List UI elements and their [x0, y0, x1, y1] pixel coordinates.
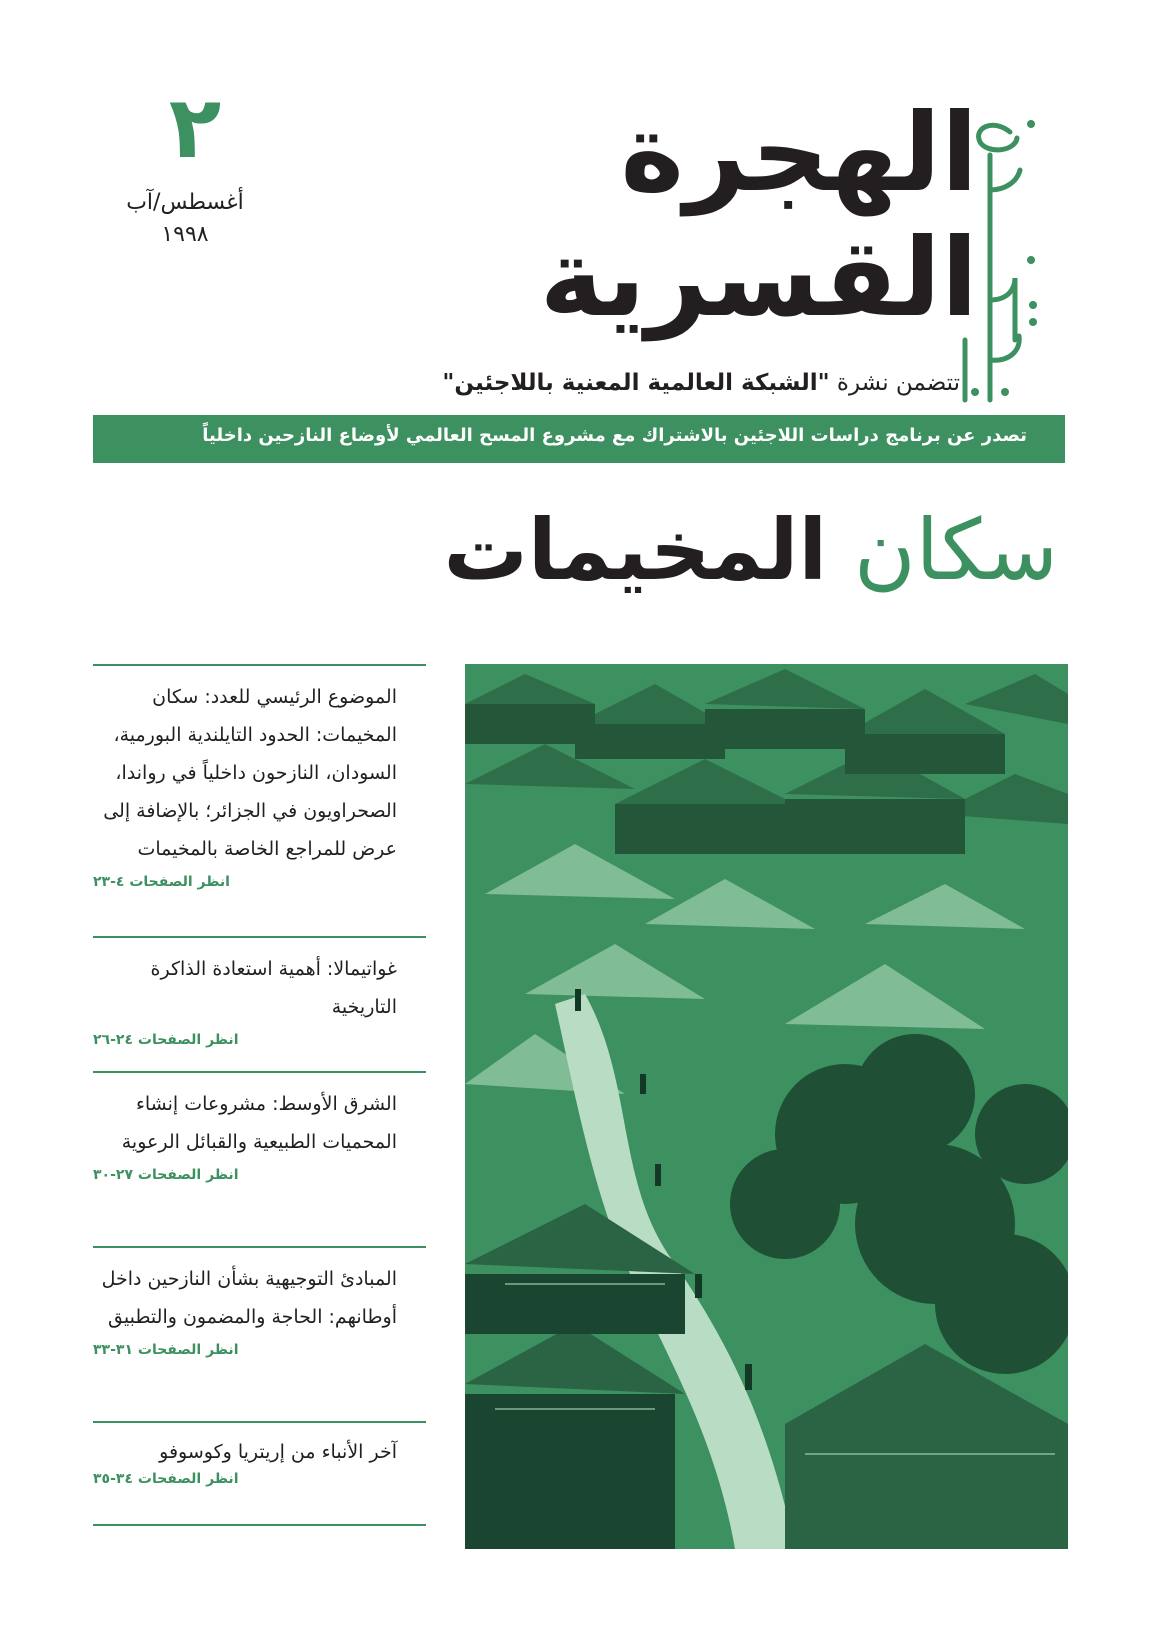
toc-item-4[interactable] — [93, 1260, 397, 1358]
toc-divider — [93, 1246, 426, 1248]
toc-divider — [93, 664, 426, 666]
toc-item-1[interactable] — [93, 678, 397, 890]
issue-number: ٢ — [168, 78, 222, 178]
toc-item-text: غواتيمالا: أهمية استعادة الذاكرة التاريخية — [150, 958, 397, 1018]
includes-network-name: "الشبكة العالمية المعنية باللاجئين" — [442, 370, 830, 396]
toc-item-text: آخر الأنباء من إريتريا وكوسوفو — [159, 1441, 397, 1463]
toc-item-text: المبادئ التوجيهية بشأن النازحين داخل أوطانهم: الحاجة والمضمون والتطبيق — [101, 1268, 397, 1328]
includes-prefix: تتضمن نشرة — [829, 370, 960, 396]
toc-item-pages: انظر الصفحات ٣٤-٣٥ — [93, 1471, 239, 1487]
issue-year: ١٩٩٨ — [161, 222, 209, 247]
headline-word-residents: المخيمات — [443, 501, 828, 599]
toc-divider — [93, 1071, 426, 1073]
headline-word-camp: سكان — [853, 501, 1058, 599]
masthead-title-line2: القسرية — [539, 216, 978, 341]
includes-line — [300, 370, 960, 396]
masthead-title-line1: الهجرة — [620, 91, 978, 216]
toc-item-text: الموضوع الرئيسي للعدد: سكان المخيمات: الحدود التايلندية البورمية، السودان، النازحون داخلياً في رواندا، الصحراويون في الجزائر؛ بالإضافة إلى عرض للمراجع الخاصة بالمخيمات — [103, 686, 397, 860]
toc-item-text: الشرق الأوسط: مشروعات إنشاء المحميات الطبيعية والقبائل الرعوية — [121, 1093, 397, 1153]
toc-item-5[interactable] — [93, 1433, 397, 1487]
toc-divider — [93, 1421, 426, 1423]
issue-month: أغسطس/آب — [126, 190, 244, 215]
toc-item-pages: انظر الصفحات ٣١-٣٣ — [93, 1342, 239, 1358]
toc-item-pages: انظر الصفحات ٢٤-٢٦ — [93, 1032, 239, 1048]
toc-item-2[interactable] — [93, 950, 397, 1048]
toc-item-pages: انظر الصفحات ٤-٢٣ — [93, 874, 230, 890]
toc-divider — [93, 936, 426, 938]
cover-headline — [158, 500, 1058, 601]
refugee-camp-photo — [465, 664, 1068, 1549]
cover-photo — [465, 664, 1068, 1549]
toc-divider — [93, 1524, 426, 1526]
toc-item-3[interactable] — [93, 1085, 397, 1183]
toc-item-pages: انظر الصفحات ٢٧-٣٠ — [93, 1167, 239, 1183]
publisher-bar: تصدر عن برنامج دراسات اللاجئين بالاشتراك مع مشروع المسح العالمي لأوضاع النازحين داخلياً — [93, 415, 1065, 463]
